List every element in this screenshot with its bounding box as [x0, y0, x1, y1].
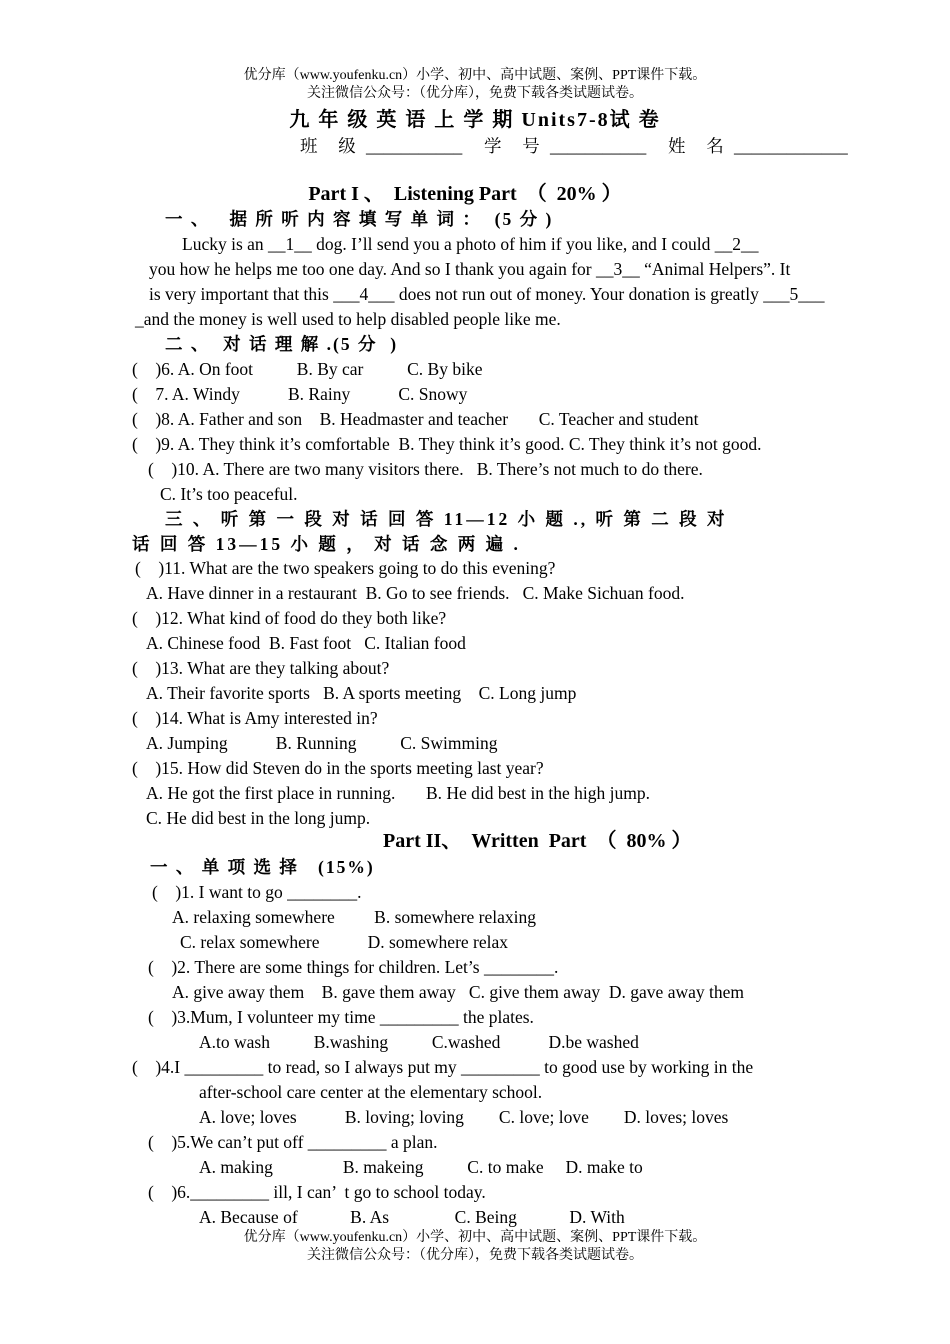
question-item-cont: after-school care center at the elementary school.	[199, 1082, 543, 1102]
question-option: A. love; loves B. loving; loving C. love; love D. loves; loves	[199, 1107, 729, 1127]
question-option: A. relaxing somewhere B. somewhere relaxing	[172, 907, 536, 927]
question-item: ( )2. There are some things for children. Let’s ________.	[148, 957, 559, 977]
part1-section1-title: 一 、 据 所 听 内 容 填 写 单 词 ： (5 分 )	[165, 209, 554, 229]
question-option: A. Their favorite sports B. A sports meeting C. Long jump	[146, 683, 577, 703]
question-item: ( 7. A. Windy B. Rainy C. Snowy	[132, 384, 468, 404]
site-footer-line1: 优分库（www.youfenku.cn）小学、初中、高中试题、案例、PPT课件下载。	[243, 1230, 707, 1245]
question-option: A. give away them B. gave them away C. give them away D. gave away them	[172, 982, 744, 1002]
question-item: ( )12. What kind of food do they both like?	[132, 608, 447, 628]
part1-section3-title: 三 、 听 第 一 段 对 话 回 答 11—12 小 题 ., 听 第 二 段 对	[165, 509, 728, 529]
question-option: A. Have dinner in a restaurant B. Go to see friends. C. Make Sichuan food.	[146, 583, 685, 603]
info-class-label: 班 级	[300, 136, 360, 156]
question-item: ( )8. A. Father and son B. Headmaster and teacher C. Teacher and student	[132, 409, 699, 429]
part2-title: Part II、 Written Part （ 80% ）	[383, 830, 692, 852]
site-header-line2: 关注微信公众号：（优分库），免费下载各类试题试卷。	[307, 86, 643, 101]
info-id-blank[interactable]: ___________	[550, 136, 647, 156]
question-option: A. Because of B. As C. Being D. With	[199, 1207, 625, 1227]
info-class-blank[interactable]: ___________	[366, 136, 463, 156]
part1-section3-title-cont: 话 回 答 13—15 小 题 ， 对 话 念 两 遍 .	[132, 534, 521, 554]
question-item: ( )1. I want to go ________.	[152, 882, 362, 902]
question-option: C. He did best in the long jump.	[146, 808, 371, 828]
question-item: ( )11. What are the two speakers going to do this evening?	[135, 558, 556, 578]
question-option: A.to wash B.washing C.washed D.be washed	[199, 1032, 639, 1052]
question-item: ( )6._________ ill, I can’ t go to school today.	[148, 1182, 486, 1202]
site-footer-line2: 关注微信公众号：（优分库），免费下载各类试题试卷。	[307, 1248, 643, 1263]
passage-line: _and the money is well used to help disabled people like me.	[135, 309, 561, 329]
info-name-label: 姓 名	[668, 136, 728, 156]
passage-line: is very important that this ___4___ does not run out of money. Your donation is greatly ___5___	[149, 284, 825, 304]
question-option: C. It’s too peaceful.	[160, 484, 298, 504]
question-item: ( )4.I _________ to read, so I always put my _________ to good use by working in the	[132, 1057, 754, 1077]
question-item: ( )14. What is Amy interested in?	[132, 708, 378, 728]
question-option: A. Jumping B. Running C. Swimming	[146, 733, 498, 753]
info-name-blank[interactable]: _____________	[734, 136, 848, 156]
question-option: A. He got the first place in running. B. He did best in the high jump.	[146, 783, 651, 803]
question-item: ( )3.Mum, I volunteer my time _________ the plates.	[148, 1007, 534, 1027]
question-item: ( )9. A. They think it’s comfortable B. They think it’s good. C. They think it’s not good.	[132, 434, 762, 454]
info-id-label: 学 号	[484, 136, 544, 156]
page-title: 九 年 级 英 语 上 学 期 Units7-8试 卷	[289, 109, 661, 131]
site-header-line1: 优分库（www.youfenku.cn）小学、初中、高中试题、案例、PPT课件下载。	[243, 68, 707, 83]
question-item: ( )5.We can’t put off _________ a plan.	[148, 1132, 438, 1152]
question-option: A. Chinese food B. Fast foot C. Italian food	[146, 633, 466, 653]
passage-line: you how he helps me too one day. And so I thank you again for __3__ “Animal Helpers”. It	[149, 259, 791, 279]
question-item: ( )15. How did Steven do in the sports meeting last year?	[132, 758, 544, 778]
question-option: C. relax somewhere D. somewhere relax	[180, 932, 509, 952]
question-item: ( )6. A. On foot B. By car C. By bike	[132, 359, 483, 379]
question-item: ( )10. A. There are two many visitors there. B. There’s not much to do there.	[148, 459, 703, 479]
part2-section1-title: 一 、 单 项 选 择 (15%)	[150, 857, 375, 877]
question-item: ( )13. What are they talking about?	[132, 658, 390, 678]
part1-title: Part I 、 Listening Part （ 20% ）	[308, 183, 622, 205]
passage-line: Lucky is an __1__ dog. I’ll send you a photo of him if you like, and I could __2__	[182, 234, 759, 254]
question-option: A. making B. makeing C. to make D. make to	[199, 1157, 643, 1177]
part1-section2-title: 二 、 对 话 理 解 .(5 分 )	[165, 334, 399, 354]
